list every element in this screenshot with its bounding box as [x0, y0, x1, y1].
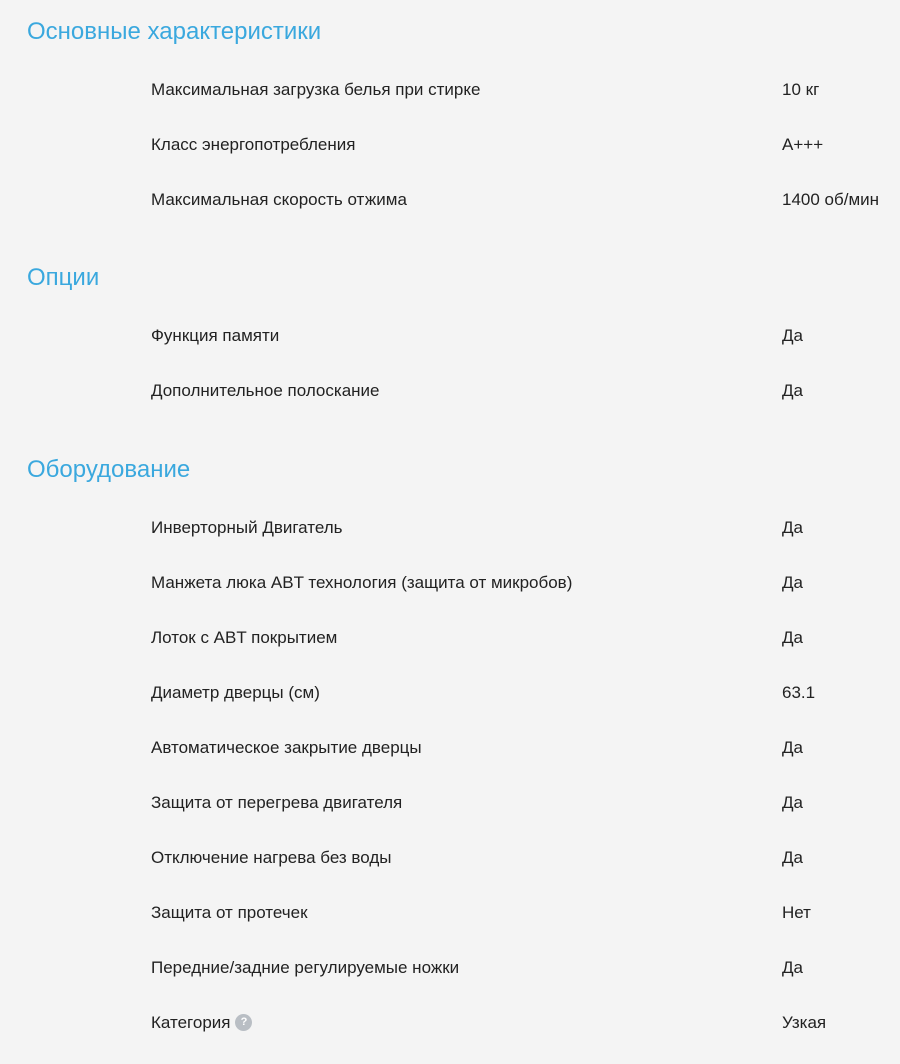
spec-label: Класс энергопотребления	[151, 135, 356, 154]
section-title-equipment: Оборудование	[27, 456, 191, 483]
spec-value: Да	[782, 958, 803, 977]
section-title-options: Опции	[27, 264, 100, 291]
spec-row-door-diameter	[0, 681, 900, 705]
spec-value: Да	[782, 793, 803, 812]
spec-value: Да	[782, 518, 803, 537]
spec-label: Дополнительное полоскание	[151, 381, 380, 400]
section-title-main-specs: Основные характеристики	[27, 18, 322, 45]
spec-value: 63.1	[782, 683, 816, 702]
spec-value: Да	[782, 326, 803, 345]
spec-row-energy-class	[0, 133, 900, 157]
spec-label: Защита от протечек	[151, 903, 308, 922]
spec-row-category	[0, 1011, 900, 1035]
spec-label-with-help	[151, 1011, 252, 1035]
spec-row-spin-speed	[0, 188, 900, 212]
spec-value: Узкая	[782, 1013, 827, 1032]
spec-label: Диаметр дверцы (см)	[151, 683, 320, 702]
spec-value: A+++	[782, 135, 824, 154]
spec-row-extra-rinse	[0, 379, 900, 403]
spec-value: Да	[782, 628, 803, 647]
spec-row-memory-function	[0, 324, 900, 348]
spec-label: Манжета люка ABT технология (защита от микробов)	[151, 573, 573, 592]
spec-value: 10 кг	[782, 80, 820, 99]
spec-row-door-gasket-abt	[0, 571, 900, 595]
spec-label: Максимальная загрузка белья при стирке	[151, 80, 481, 99]
spec-label: Автоматическое закрытие дверцы	[151, 738, 422, 757]
spec-row-tray-abt	[0, 626, 900, 650]
spec-label: Лоток с ABT покрытием	[151, 628, 338, 647]
spec-label: Передние/задние регулируемые ножки	[151, 958, 460, 977]
spec-row-inverter-motor	[0, 516, 900, 540]
spec-label: Категория	[151, 1013, 231, 1032]
spec-value: 1400 об/мин	[782, 190, 880, 209]
spec-label: Отключение нагрева без воды	[151, 848, 392, 867]
spec-row-adjustable-feet	[0, 956, 900, 980]
spec-value: Да	[782, 381, 803, 400]
spec-label: Максимальная скорость отжима	[151, 190, 407, 209]
spec-row-auto-door-close	[0, 736, 900, 760]
spec-value: Нет	[782, 903, 811, 922]
spec-row-leak-protection	[0, 901, 900, 925]
spec-label: Функция памяти	[151, 326, 280, 345]
spec-row-dry-heat-cutoff	[0, 846, 900, 870]
spec-label: Защита от перегрева двигателя	[151, 793, 403, 812]
spec-row-max-load	[0, 78, 900, 102]
spec-value: Да	[782, 848, 803, 867]
spec-value: Да	[782, 573, 803, 592]
question-circle-icon[interactable]: ?	[235, 1014, 252, 1031]
spec-row-motor-overheat-protection	[0, 791, 900, 815]
spec-value: Да	[782, 738, 803, 757]
spec-label: Инверторный Двигатель	[151, 518, 343, 537]
